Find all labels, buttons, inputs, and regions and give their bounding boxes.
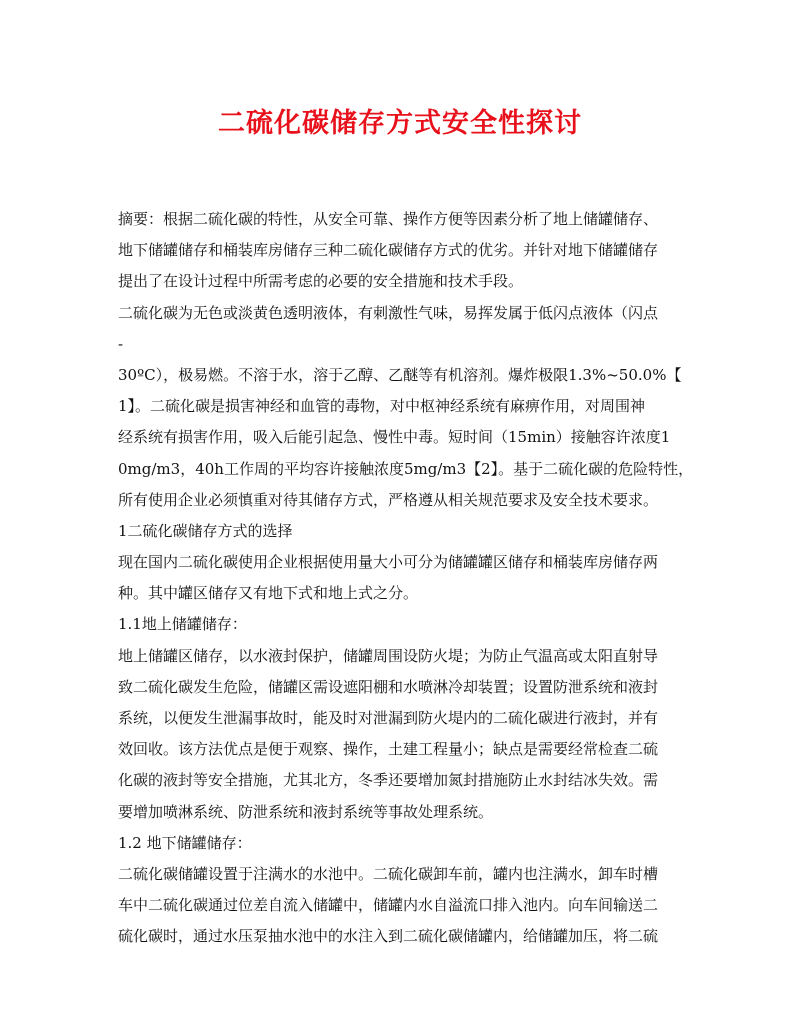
document-body — [118, 204, 693, 953]
body-line: 30ºC），极易燃。不溶于水，溶于乙醇、乙醚等有机溶剂。爆炸极限1.3%~50.0%【 — [118, 365, 682, 384]
body-line: 所有使用企业必须慎重对待其储存方式，严格遵从相关规范要求及安全技术要求。 — [118, 490, 659, 509]
body-line: 摘要：根据二硫化碳的特性，从安全可靠、操作方便等因素分析了地上储罐储存、 — [118, 210, 659, 228]
body-line: 地下储罐储存和桶装库房储存三种二硫化碳储存方式的优劣。并针对地下储罐储存 — [118, 241, 659, 260]
body-line: 二硫化碳储罐设置于注满水的水池中。二硫化碳卸车前，罐内也注满水，卸车时槽 — [118, 864, 659, 883]
body-line: - — [118, 334, 124, 353]
body-line: 二硫化碳为无色或淡黄色透明液体，有刺激性气味，易挥发属于低闪点液体（闪点 — [118, 303, 659, 322]
body-line: 提出了在设计过程中所需考虑的必要的安全措施和技术手段。 — [118, 272, 524, 291]
body-line: 经系统有损害作用，吸入后能引起急、慢性中毒。短时间（15min）接触容许浓度1 — [118, 428, 671, 447]
body-line: 要增加喷淋系统、防泄系统和液封系统等事故处理系统。 — [118, 802, 494, 821]
body-line: 1】。二硫化碳是损害神经和血管的毒物，对中枢神经系统有麻痹作用，对周围神 — [118, 397, 646, 416]
body-line: 效回收。该方法优点是便于观察、操作，土建工程量小；缺点是需要经常检查二硫 — [118, 740, 659, 759]
body-line: 现在国内二硫化碳使用企业根据使用量大小可分为储罐罐区储存和桶装库房储存两 — [118, 553, 659, 572]
document-title: 二硫化碳储存方式安全性探讨 — [218, 108, 582, 139]
body-line: 0mg/m3，40h工作周的平均容许接触浓度5mg/m3【2】。基于二硫化碳的危险特性， — [118, 459, 693, 478]
body-line: 1二硫化碳储存方式的选择 — [118, 521, 293, 540]
body-line: 系统，以便发生泄漏事故时，能及时对泄漏到防火堤内的二硫化碳进行液封，并有 — [118, 709, 659, 727]
body-line: 1.1地上储罐储存： — [118, 615, 247, 634]
body-line: 地上储罐区储存，以水液封保护，储罐周围设防火堤；为防止气温高或太阳直射导 — [118, 646, 659, 665]
body-line: 硫化碳时，通过水压泵抽水池中的水注入到二硫化碳储罐内，给储罐加压，将二硫 — [118, 927, 659, 946]
body-line: 1.2 地下储罐储存： — [118, 833, 252, 852]
body-line: 致二硫化碳发生危险，储罐区需设遮阳棚和水喷淋冷却装置；设置防泄系统和液封 — [118, 677, 659, 696]
body-line: 化碳的液封等安全措施，尤其北方，冬季还要增加氮封措施防止水封结冰失效。需 — [118, 771, 659, 790]
body-line: 车中二硫化碳通过位差自流入储罐中，储罐内水自溢流口排入池内。向车间输送二 — [118, 896, 659, 915]
body-line: 种。其中罐区储存又有地下式和地上式之分。 — [118, 584, 419, 603]
